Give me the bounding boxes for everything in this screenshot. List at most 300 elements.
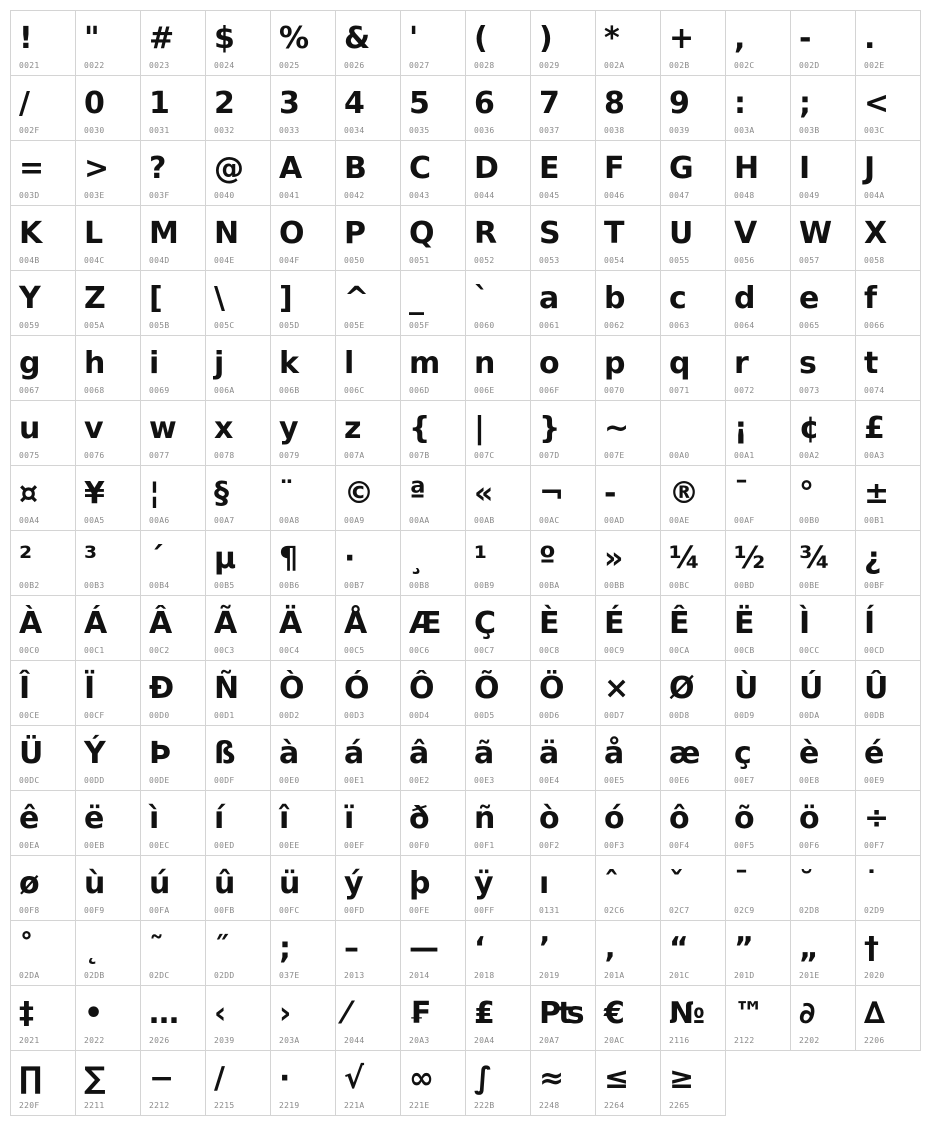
glyph-cell: [335, 790, 401, 856]
glyph-codepoint: 2022: [84, 1036, 105, 1045]
glyph-codepoint: 00C1: [84, 646, 105, 655]
glyph-codepoint: 00F9: [84, 906, 105, 915]
glyph-codepoint: 02D8: [799, 906, 820, 915]
glyph-character: Ñ: [214, 671, 240, 706]
glyph-cell: [10, 725, 76, 791]
glyph-cell: [790, 660, 856, 726]
glyph-character: ˉ: [734, 866, 749, 901]
glyph-character: ä: [539, 736, 560, 771]
glyph-cell: [660, 920, 726, 986]
glyph-cell: [335, 855, 401, 921]
glyph-cell: [10, 985, 76, 1051]
glyph-cell: [530, 75, 596, 141]
glyph-character: ø: [19, 866, 40, 901]
glyph-codepoint: 0068: [84, 386, 105, 395]
glyph-cell: [270, 10, 336, 76]
glyph-codepoint: 0075: [19, 451, 40, 460]
glyph-cell: [465, 1050, 531, 1116]
glyph-cell: [725, 335, 791, 401]
glyph-character: £: [864, 411, 885, 446]
glyph-cell: [660, 725, 726, 791]
glyph-character: ?: [149, 151, 167, 186]
glyph-codepoint: 007D: [539, 451, 560, 460]
glyph-cell: [790, 790, 856, 856]
glyph-codepoint: 0059: [19, 321, 40, 330]
glyph-codepoint: 2044: [344, 1036, 365, 1045]
glyph-character: ˘: [799, 866, 814, 901]
glyph-codepoint: 201E: [799, 971, 820, 980]
glyph-character: [: [149, 281, 163, 316]
glyph-codepoint: 0076: [84, 451, 105, 460]
glyph-character: ã: [474, 736, 495, 771]
glyph-grid: [10, 10, 920, 1115]
glyph-codepoint: 0047: [669, 191, 690, 200]
glyph-character: ¤: [19, 476, 39, 511]
glyph-cell: [660, 75, 726, 141]
glyph-character: w: [149, 411, 177, 446]
glyph-codepoint: 00E8: [799, 776, 820, 785]
glyph-cell: [530, 530, 596, 596]
glyph-cell: [270, 595, 336, 661]
glyph-cell: [530, 335, 596, 401]
glyph-cell: [270, 530, 336, 596]
glyph-codepoint: 00EF: [344, 841, 365, 850]
glyph-character: R: [474, 216, 498, 251]
glyph-codepoint: 002B: [669, 61, 690, 70]
glyph-codepoint: 00B9: [474, 581, 495, 590]
glyph-character: h: [84, 346, 106, 381]
glyph-cell: [140, 660, 206, 726]
glyph-character: ¥: [84, 476, 105, 511]
glyph-codepoint: 00F3: [604, 841, 625, 850]
glyph-cell: [140, 530, 206, 596]
glyph-character: ": [84, 21, 100, 56]
glyph-cell: [10, 205, 76, 271]
glyph-codepoint: 0031: [149, 126, 170, 135]
glyph-character: ^: [344, 281, 370, 316]
glyph-codepoint: 00E1: [344, 776, 365, 785]
glyph-character: M: [149, 216, 179, 251]
glyph-cell: [270, 465, 336, 531]
glyph-character: ,: [734, 21, 746, 56]
glyph-character: å: [604, 736, 625, 771]
glyph-character: 5: [409, 86, 430, 121]
glyph-character: J: [864, 151, 876, 186]
glyph-codepoint: 00E3: [474, 776, 495, 785]
glyph-codepoint: 2206: [864, 1036, 885, 1045]
glyph-character: ): [539, 21, 553, 56]
glyph-character: b: [604, 281, 626, 316]
glyph-cell: [660, 855, 726, 921]
glyph-cell: [10, 140, 76, 206]
glyph-codepoint: 00EA: [19, 841, 40, 850]
glyph-character: $: [214, 21, 235, 56]
glyph-cell: [790, 595, 856, 661]
glyph-codepoint: 00A0: [669, 451, 690, 460]
glyph-cell: [75, 270, 141, 336]
glyph-codepoint: 00A8: [279, 516, 300, 525]
glyph-codepoint: 2248: [539, 1101, 560, 1110]
glyph-cell: [595, 725, 661, 791]
glyph-cell: [10, 465, 76, 531]
glyph-cell: [595, 530, 661, 596]
glyph-character: Q: [409, 216, 435, 251]
glyph-character: ”: [734, 931, 754, 966]
glyph-codepoint: 00F0: [409, 841, 430, 850]
glyph-character: µ: [214, 541, 237, 576]
glyph-character: ß: [214, 736, 236, 771]
glyph-character: ~: [604, 411, 630, 446]
glyph-cell: [790, 465, 856, 531]
glyph-character: 7: [539, 86, 560, 121]
glyph-codepoint: 0061: [539, 321, 560, 330]
glyph-codepoint: 00E4: [539, 776, 560, 785]
glyph-character: …: [149, 996, 179, 1031]
glyph-character: Ù: [734, 671, 759, 706]
glyph-cell: [855, 985, 921, 1051]
glyph-character: ‹: [214, 996, 227, 1031]
glyph-cell: [10, 660, 76, 726]
glyph-cell: [725, 10, 791, 76]
glyph-codepoint: 20A3: [409, 1036, 430, 1045]
glyph-cell: [270, 270, 336, 336]
glyph-character: 4: [344, 86, 365, 121]
glyph-cell: [530, 400, 596, 466]
glyph-character: 0: [84, 86, 105, 121]
glyph-character: à: [279, 736, 300, 771]
glyph-character: Ø: [669, 671, 695, 706]
glyph-cell: [855, 660, 921, 726]
glyph-cell: [400, 985, 466, 1051]
glyph-character: á: [344, 736, 365, 771]
glyph-character: P: [344, 216, 366, 251]
glyph-codepoint: 00AF: [734, 516, 755, 525]
glyph-character: —: [409, 931, 439, 966]
glyph-codepoint: 00D1: [214, 711, 235, 720]
glyph-cell: [10, 400, 76, 466]
glyph-character: °: [799, 476, 814, 511]
glyph-character: û: [214, 866, 236, 901]
glyph-character: ’: [539, 931, 551, 966]
glyph-cell: [725, 465, 791, 531]
glyph-character: %: [279, 21, 310, 56]
glyph-cell: [855, 465, 921, 531]
glyph-cell: [660, 985, 726, 1051]
glyph-cell: [10, 1050, 76, 1116]
glyph-cell: [400, 335, 466, 401]
glyph-character: B: [344, 151, 367, 186]
glyph-codepoint: 0069: [149, 386, 170, 395]
glyph-character: ¨: [279, 476, 294, 511]
glyph-character: Î: [19, 671, 31, 706]
glyph-codepoint: 00C5: [344, 646, 365, 655]
glyph-codepoint: 00D8: [669, 711, 690, 720]
glyph-cell: [335, 400, 401, 466]
glyph-codepoint: 00AE: [669, 516, 690, 525]
glyph-codepoint: 00FD: [344, 906, 365, 915]
glyph-character: :: [734, 86, 746, 121]
glyph-cell: [660, 465, 726, 531]
glyph-character: Ë: [734, 606, 755, 641]
glyph-character: T: [604, 216, 625, 251]
glyph-character: Ð: [149, 671, 175, 706]
glyph-character: q: [669, 346, 691, 381]
glyph-character: U: [669, 216, 694, 251]
glyph-cell: [530, 10, 596, 76]
glyph-character: ∂: [799, 996, 816, 1031]
glyph-codepoint: 2212: [149, 1101, 170, 1110]
glyph-codepoint: 02DB: [84, 971, 105, 980]
glyph-character: ï: [344, 801, 355, 836]
glyph-character: ¸: [409, 541, 424, 576]
glyph-codepoint: 00A1: [734, 451, 755, 460]
glyph-cell: [205, 205, 271, 271]
glyph-character: â: [409, 736, 430, 771]
glyph-codepoint: 0033: [279, 126, 300, 135]
glyph-codepoint: 0077: [149, 451, 170, 460]
glyph-cell: [205, 595, 271, 661]
glyph-codepoint: 00BD: [734, 581, 755, 590]
glyph-character: _: [409, 281, 424, 316]
glyph-cell: [465, 985, 531, 1051]
glyph-character: ¶: [279, 541, 299, 576]
glyph-cell: [530, 790, 596, 856]
glyph-cell: [790, 75, 856, 141]
glyph-cell: [140, 270, 206, 336]
glyph-codepoint: 00BF: [864, 581, 885, 590]
glyph-character: 1: [149, 86, 170, 121]
glyph-cell: [595, 790, 661, 856]
glyph-character: !: [19, 21, 33, 56]
glyph-cell: [595, 270, 661, 336]
glyph-character: ¢: [799, 411, 820, 446]
glyph-codepoint: 0078: [214, 451, 235, 460]
glyph-codepoint: 02DA: [19, 971, 40, 980]
glyph-character: }: [539, 411, 561, 446]
glyph-character: ;: [279, 931, 291, 966]
glyph-codepoint: 005B: [149, 321, 170, 330]
glyph-codepoint: 0048: [734, 191, 755, 200]
glyph-cell: [270, 75, 336, 141]
glyph-character: †: [864, 931, 879, 966]
glyph-cell: [790, 920, 856, 986]
glyph-cell: [75, 205, 141, 271]
glyph-codepoint: 00B7: [344, 581, 365, 590]
glyph-character: k: [279, 346, 299, 381]
glyph-codepoint: 004B: [19, 256, 40, 265]
glyph-character: Ä: [279, 606, 303, 641]
glyph-cell: [75, 985, 141, 1051]
glyph-cell: [790, 400, 856, 466]
glyph-character: ∙: [279, 1061, 291, 1096]
glyph-codepoint: 005A: [84, 321, 105, 330]
glyph-codepoint: 00CE: [19, 711, 40, 720]
glyph-codepoint: 2018: [474, 971, 495, 980]
glyph-cell: [75, 920, 141, 986]
glyph-cell: [530, 920, 596, 986]
glyph-codepoint: 02C7: [669, 906, 690, 915]
glyph-codepoint: 00C9: [604, 646, 625, 655]
glyph-character: ;: [799, 86, 811, 121]
glyph-character: Ô: [409, 671, 435, 706]
glyph-cell: [140, 985, 206, 1051]
glyph-cell: [270, 725, 336, 791]
glyph-character: “: [669, 931, 689, 966]
glyph-cell: [205, 660, 271, 726]
glyph-codepoint: 00B8: [409, 581, 430, 590]
glyph-codepoint: 222B: [474, 1101, 495, 1110]
glyph-character: ˚: [19, 931, 34, 966]
glyph-character: ©: [344, 476, 374, 511]
glyph-cell: [855, 205, 921, 271]
glyph-character: /: [19, 86, 30, 121]
glyph-codepoint: 0066: [864, 321, 885, 330]
glyph-codepoint: 00BC: [669, 581, 690, 590]
glyph-codepoint: 007E: [604, 451, 625, 460]
glyph-codepoint: 203A: [279, 1036, 300, 1045]
glyph-character: =: [19, 151, 45, 186]
glyph-character: n: [474, 346, 496, 381]
glyph-cell: [140, 855, 206, 921]
glyph-character: ù: [84, 866, 106, 901]
glyph-cell: [140, 790, 206, 856]
glyph-cell: [140, 595, 206, 661]
glyph-codepoint: 002C: [734, 61, 755, 70]
glyph-codepoint: 2202: [799, 1036, 820, 1045]
glyph-codepoint: 00B6: [279, 581, 300, 590]
glyph-character: c: [669, 281, 687, 316]
glyph-codepoint: 00FF: [474, 906, 495, 915]
glyph-character: p: [604, 346, 626, 381]
glyph-cell: [205, 270, 271, 336]
glyph-character: ‘: [474, 931, 486, 966]
glyph-codepoint: 00F7: [864, 841, 885, 850]
glyph-codepoint: 00DE: [149, 776, 170, 785]
glyph-codepoint: 00BE: [799, 581, 820, 590]
glyph-character: &: [344, 21, 371, 56]
glyph-codepoint: 2116: [669, 1036, 690, 1045]
glyph-character: 9: [669, 86, 690, 121]
glyph-cell: [270, 855, 336, 921]
glyph-cell: [595, 10, 661, 76]
glyph-codepoint: 006E: [474, 386, 495, 395]
glyph-codepoint: 2020: [864, 971, 885, 980]
glyph-cell: [855, 270, 921, 336]
glyph-character: ÿ: [474, 866, 494, 901]
glyph-cell: [790, 335, 856, 401]
glyph-codepoint: 00C3: [214, 646, 235, 655]
glyph-codepoint: 0037: [539, 126, 560, 135]
glyph-character: ¬: [539, 476, 565, 511]
glyph-codepoint: 0079: [279, 451, 300, 460]
glyph-character: ≤: [604, 1061, 630, 1096]
glyph-codepoint: 006B: [279, 386, 300, 395]
glyph-codepoint: 2039: [214, 1036, 235, 1045]
glyph-character: ˆ: [604, 866, 619, 901]
glyph-codepoint: 003C: [864, 126, 885, 135]
glyph-codepoint: 00F1: [474, 841, 495, 850]
glyph-codepoint: 0060: [474, 321, 495, 330]
glyph-codepoint: 003F: [149, 191, 170, 200]
glyph-character: 8: [604, 86, 625, 121]
glyph-cell: [855, 335, 921, 401]
glyph-cell: [660, 270, 726, 336]
glyph-cell: [400, 855, 466, 921]
glyph-cell: [595, 335, 661, 401]
glyph-codepoint: 2211: [84, 1101, 105, 1110]
glyph-codepoint: 0038: [604, 126, 625, 135]
glyph-character: ü: [279, 866, 301, 901]
glyph-character: O: [279, 216, 305, 251]
glyph-character: ˙: [864, 866, 879, 901]
glyph-character: A: [279, 151, 303, 186]
glyph-cell: [400, 530, 466, 596]
glyph-cell: [595, 920, 661, 986]
glyph-character: ³: [84, 541, 98, 576]
glyph-character: Ç: [474, 606, 497, 641]
glyph-character: S: [539, 216, 561, 251]
glyph-cell: [725, 985, 791, 1051]
glyph-character: o: [539, 346, 560, 381]
glyph-cell: [595, 400, 661, 466]
glyph-codepoint: 02C6: [604, 906, 625, 915]
glyph-character: ú: [149, 866, 171, 901]
glyph-cell: [335, 465, 401, 531]
glyph-character: î: [279, 801, 290, 836]
glyph-codepoint: 0057: [799, 256, 820, 265]
glyph-character: ∆: [864, 996, 885, 1031]
glyph-cell: [270, 920, 336, 986]
glyph-character: Ì: [799, 606, 811, 641]
glyph-codepoint: 0072: [734, 386, 755, 395]
glyph-character: Ü: [19, 736, 44, 771]
glyph-character: ›: [279, 996, 292, 1031]
glyph-codepoint: 00EB: [84, 841, 105, 850]
glyph-cell: [725, 140, 791, 206]
glyph-codepoint: 0045: [539, 191, 560, 200]
glyph-cell: [205, 725, 271, 791]
glyph-cell: [75, 595, 141, 661]
glyph-codepoint: 00A7: [214, 516, 235, 525]
glyph-codepoint: 0025: [279, 61, 300, 70]
glyph-character: -: [799, 21, 812, 56]
glyph-codepoint: 00E5: [604, 776, 625, 785]
glyph-codepoint: 0054: [604, 256, 625, 265]
glyph-codepoint: 00D9: [734, 711, 755, 720]
glyph-character: ª: [409, 476, 426, 511]
glyph-codepoint: 00D6: [539, 711, 560, 720]
glyph-character: d: [734, 281, 756, 316]
glyph-cell: [725, 530, 791, 596]
glyph-cell: [270, 335, 336, 401]
glyph-codepoint: 00DC: [19, 776, 40, 785]
glyph-codepoint: 0131: [539, 906, 560, 915]
glyph-cell: [660, 400, 726, 466]
glyph-cell: [530, 205, 596, 271]
glyph-cell: [465, 270, 531, 336]
glyph-codepoint: 0056: [734, 256, 755, 265]
glyph-codepoint: 00C6: [409, 646, 430, 655]
glyph-character: ¼: [669, 541, 701, 576]
glyph-cell: [335, 660, 401, 726]
glyph-cell: [400, 1050, 466, 1116]
glyph-codepoint: 0026: [344, 61, 365, 70]
glyph-codepoint: 02DD: [214, 971, 235, 980]
glyph-codepoint: 004F: [279, 256, 300, 265]
glyph-character: „: [799, 931, 819, 966]
glyph-codepoint: 0051: [409, 256, 430, 265]
glyph-character: ð: [409, 801, 430, 836]
